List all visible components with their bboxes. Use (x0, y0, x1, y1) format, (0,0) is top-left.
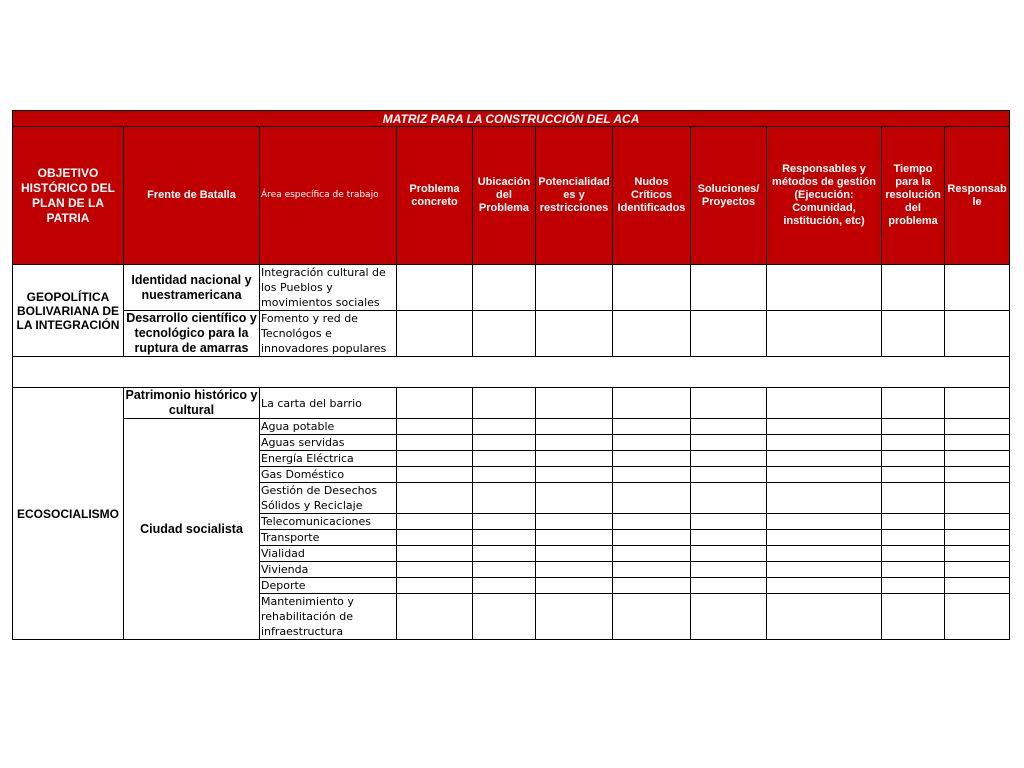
empty-cell[interactable] (945, 546, 1010, 562)
empty-cell[interactable] (473, 594, 536, 640)
empty-cell[interactable] (691, 435, 767, 451)
empty-cell[interactable] (473, 467, 536, 483)
objetivo-cell: ECOSOCIALISMO (13, 388, 124, 640)
empty-cell[interactable] (397, 311, 473, 357)
aca-matrix-table (12, 110, 1010, 640)
empty-cell[interactable] (691, 578, 767, 594)
empty-cell[interactable] (536, 419, 613, 435)
empty-cell[interactable] (691, 467, 767, 483)
empty-cell[interactable] (882, 546, 945, 562)
empty-cell[interactable] (473, 530, 536, 546)
empty-cell[interactable] (945, 594, 1010, 640)
empty-cell[interactable] (691, 265, 767, 311)
empty-cell[interactable] (767, 546, 882, 562)
header-ubicacion: Ubicación del Problema (473, 127, 536, 265)
area-cell: Gestión de Desechos Sólidos y Reciclaje (260, 483, 397, 514)
table-row (13, 311, 1010, 357)
header-responsables-metodos: Responsables y métodos de gestión (Ejecución: Comunidad, institución, etc) (767, 127, 882, 265)
empty-cell[interactable] (536, 514, 613, 530)
empty-cell[interactable] (691, 594, 767, 640)
empty-cell[interactable] (945, 388, 1010, 419)
header-frente: Frente de Batalla (124, 127, 260, 265)
area-cell: Energía Eléctrica (260, 451, 397, 467)
empty-cell[interactable] (397, 594, 473, 640)
empty-cell[interactable] (397, 467, 473, 483)
empty-cell[interactable] (767, 435, 882, 451)
empty-cell[interactable] (882, 483, 945, 514)
empty-cell[interactable] (473, 388, 536, 419)
empty-cell[interactable] (473, 435, 536, 451)
empty-cell[interactable] (536, 483, 613, 514)
empty-cell[interactable] (945, 483, 1010, 514)
area-cell: Gas Doméstico (260, 467, 397, 483)
frente-cell: Patrimonio histórico y cultural (124, 388, 260, 419)
empty-cell[interactable] (945, 435, 1010, 451)
frente-cell: Ciudad socialista (124, 419, 260, 640)
empty-cell[interactable] (613, 514, 691, 530)
empty-cell[interactable] (882, 530, 945, 546)
empty-cell[interactable] (397, 546, 473, 562)
empty-cell[interactable] (882, 265, 945, 311)
empty-cell[interactable] (613, 311, 691, 357)
empty-cell[interactable] (945, 562, 1010, 578)
empty-cell[interactable] (945, 578, 1010, 594)
empty-cell[interactable] (536, 530, 613, 546)
empty-cell[interactable] (691, 388, 767, 419)
empty-cell[interactable] (397, 419, 473, 435)
table-row (13, 265, 1010, 311)
area-cell: Vialidad (260, 546, 397, 562)
area-cell: Deporte (260, 578, 397, 594)
empty-cell[interactable] (613, 435, 691, 451)
empty-cell[interactable] (767, 467, 882, 483)
empty-cell[interactable] (613, 483, 691, 514)
area-cell: Transporte (260, 530, 397, 546)
empty-cell[interactable] (473, 311, 536, 357)
matrix-title: MATRIZ PARA LA CONSTRUCCIÓN DEL ACA (13, 111, 1010, 127)
empty-cell[interactable] (536, 546, 613, 562)
empty-cell[interactable] (536, 451, 613, 467)
area-cell: Mantenimiento y rehabilitación de infraestructura (260, 594, 397, 640)
empty-cell[interactable] (473, 419, 536, 435)
header-tiempo: Tiempo para la resolución del problema (882, 127, 945, 265)
empty-cell[interactable] (397, 483, 473, 514)
empty-cell[interactable] (613, 594, 691, 640)
empty-cell[interactable] (613, 546, 691, 562)
empty-cell[interactable] (536, 594, 613, 640)
empty-cell[interactable] (397, 530, 473, 546)
empty-cell[interactable] (767, 514, 882, 530)
empty-cell[interactable] (473, 265, 536, 311)
empty-cell[interactable] (536, 578, 613, 594)
empty-cell[interactable] (473, 483, 536, 514)
empty-cell[interactable] (397, 435, 473, 451)
empty-cell[interactable] (882, 311, 945, 357)
empty-cell[interactable] (882, 514, 945, 530)
frente-cell: Desarrollo científico y tecnológico para la ruptura de amarras (124, 311, 260, 357)
spacer-cell (13, 357, 1010, 388)
empty-cell[interactable] (613, 419, 691, 435)
area-cell: Vivienda (260, 562, 397, 578)
empty-cell[interactable] (397, 562, 473, 578)
empty-cell[interactable] (473, 514, 536, 530)
empty-cell[interactable] (397, 451, 473, 467)
empty-cell[interactable] (536, 388, 613, 419)
empty-cell[interactable] (397, 514, 473, 530)
empty-cell[interactable] (691, 514, 767, 530)
empty-cell[interactable] (613, 578, 691, 594)
empty-cell[interactable] (613, 562, 691, 578)
empty-cell[interactable] (767, 388, 882, 419)
empty-cell[interactable] (613, 388, 691, 419)
empty-cell[interactable] (691, 546, 767, 562)
empty-cell[interactable] (767, 483, 882, 514)
area-cell: Telecomunicaciones (260, 514, 397, 530)
empty-cell[interactable] (767, 451, 882, 467)
empty-cell[interactable] (473, 546, 536, 562)
empty-cell[interactable] (945, 467, 1010, 483)
empty-cell[interactable] (473, 451, 536, 467)
empty-cell[interactable] (613, 467, 691, 483)
table-row (13, 419, 1010, 435)
objetivo-cell: GEOPOLÍTICA BOLIVARIANA DE LA INTEGRACIÓN (13, 265, 124, 357)
empty-cell[interactable] (613, 265, 691, 311)
empty-cell[interactable] (882, 562, 945, 578)
area-cell: Fomento y red de Tecnológos e innovadores populares (260, 311, 397, 357)
empty-cell[interactable] (945, 265, 1010, 311)
empty-cell[interactable] (767, 578, 882, 594)
header-nudos: Nudos Críticos Identificados (613, 127, 691, 265)
area-cell: Agua potable (260, 419, 397, 435)
area-cell: La carta del barrio (260, 388, 397, 419)
empty-cell[interactable] (882, 388, 945, 419)
table-row (13, 388, 1010, 419)
empty-cell[interactable] (691, 419, 767, 435)
empty-cell[interactable] (536, 562, 613, 578)
empty-cell[interactable] (473, 562, 536, 578)
empty-cell[interactable] (691, 451, 767, 467)
empty-cell[interactable] (536, 435, 613, 451)
empty-cell[interactable] (882, 467, 945, 483)
empty-cell[interactable] (767, 311, 882, 357)
area-cell: Aguas servidas (260, 435, 397, 451)
empty-cell[interactable] (767, 265, 882, 311)
header-problema: Problema concreto (397, 127, 473, 265)
title-row (13, 111, 1010, 127)
header-responsable: Responsab le (945, 127, 1010, 265)
empty-cell[interactable] (397, 578, 473, 594)
area-cell: Integración cultural de los Pueblos y movimientos sociales (260, 265, 397, 311)
empty-cell[interactable] (397, 388, 473, 419)
empty-cell[interactable] (945, 530, 1010, 546)
empty-cell[interactable] (945, 419, 1010, 435)
empty-cell[interactable] (691, 483, 767, 514)
empty-cell[interactable] (397, 265, 473, 311)
empty-cell[interactable] (536, 265, 613, 311)
empty-cell[interactable] (882, 419, 945, 435)
empty-cell[interactable] (613, 530, 691, 546)
spacer-row (13, 357, 1010, 388)
header-soluciones: Soluciones/ Proyectos (691, 127, 767, 265)
header-potencialidades: Potencialidad es y restricciones (536, 127, 613, 265)
empty-cell[interactable] (691, 311, 767, 357)
frente-cell: Identidad nacional y nuestramericana (124, 265, 260, 311)
empty-cell[interactable] (882, 451, 945, 467)
empty-cell[interactable] (691, 530, 767, 546)
empty-cell[interactable] (767, 594, 882, 640)
empty-cell[interactable] (945, 311, 1010, 357)
empty-cell[interactable] (473, 578, 536, 594)
empty-cell[interactable] (945, 514, 1010, 530)
header-row (13, 127, 1010, 265)
empty-cell[interactable] (882, 578, 945, 594)
empty-cell[interactable] (767, 530, 882, 546)
empty-cell[interactable] (536, 311, 613, 357)
empty-cell[interactable] (767, 419, 882, 435)
empty-cell[interactable] (882, 435, 945, 451)
header-objetivo: OBJETIVO HISTÓRICO DEL PLAN DE LA PATRIA (13, 127, 124, 265)
empty-cell[interactable] (882, 594, 945, 640)
empty-cell[interactable] (767, 562, 882, 578)
empty-cell[interactable] (691, 562, 767, 578)
empty-cell[interactable] (945, 451, 1010, 467)
empty-cell[interactable] (536, 467, 613, 483)
header-area: Área específica de trabajo (260, 127, 397, 265)
empty-cell[interactable] (613, 451, 691, 467)
